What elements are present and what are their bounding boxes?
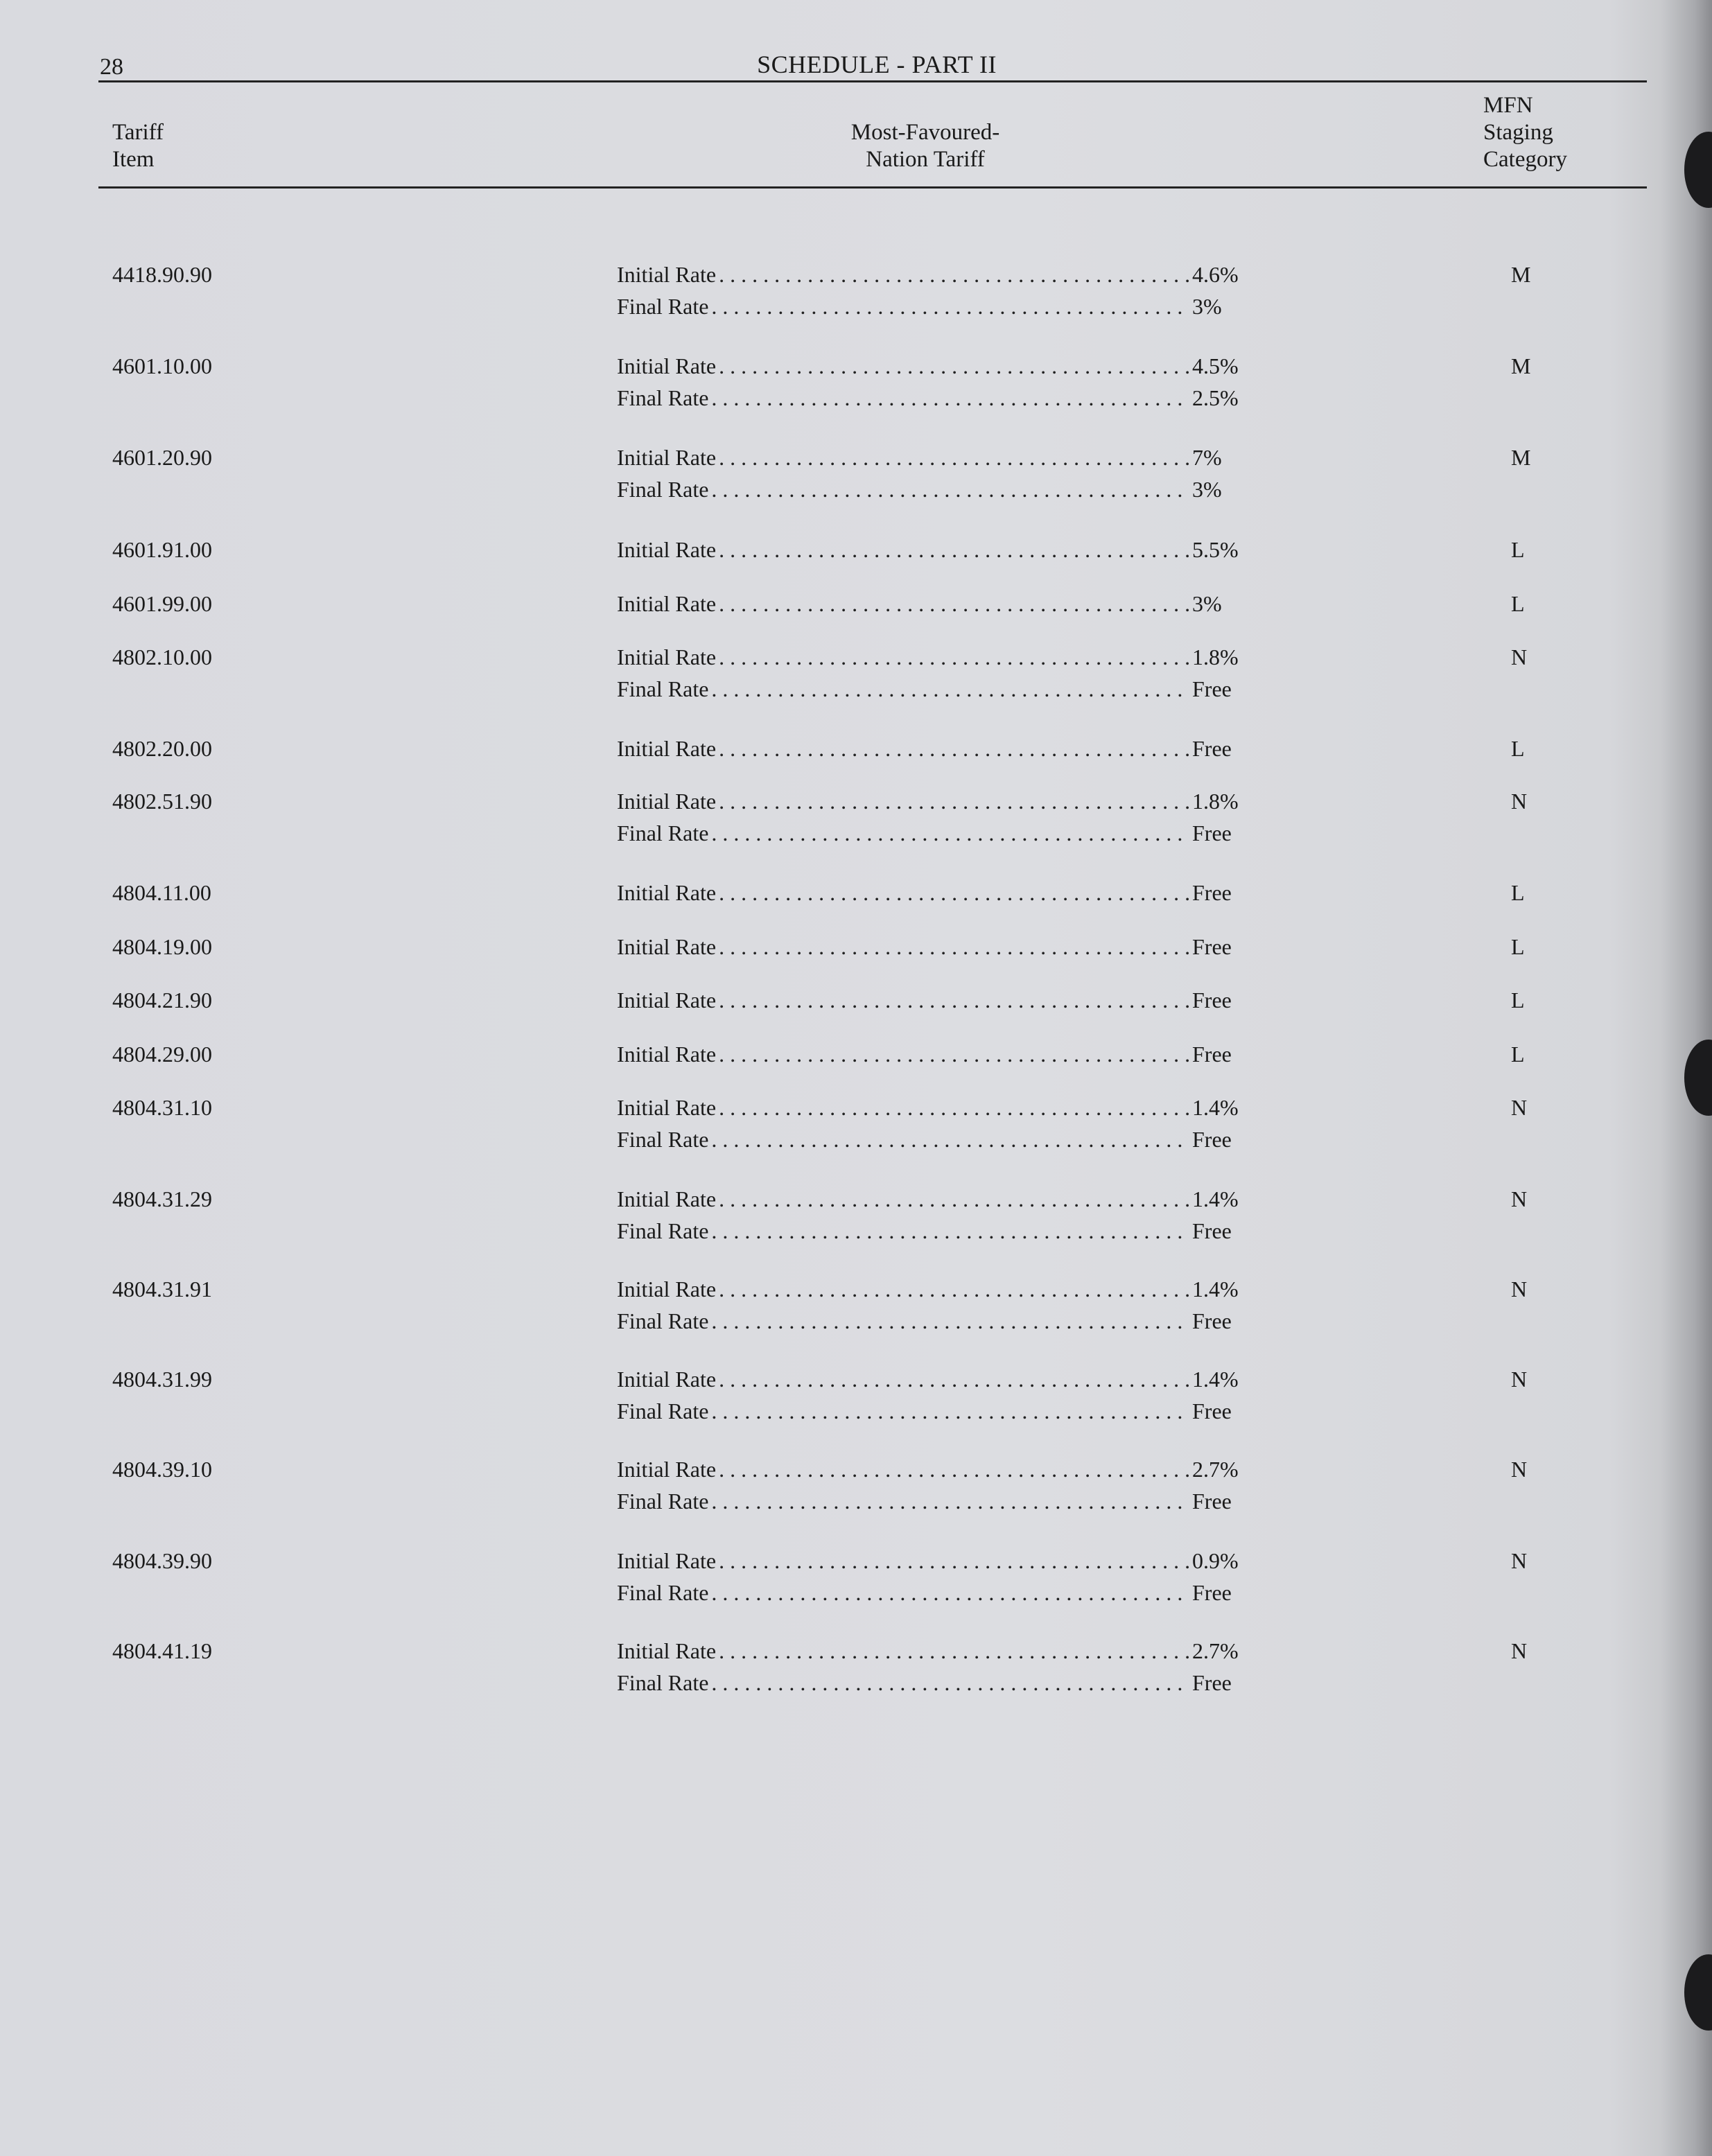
rate-value: 2.5%: [1192, 385, 1239, 410]
initial-rate-line: [617, 534, 1241, 566]
dot-leader: [711, 673, 1189, 705]
dot-leader: [719, 1453, 1189, 1485]
initial-rate-line: [617, 733, 1241, 764]
rate-label: Final Rate: [617, 676, 709, 701]
final-rate-line: [617, 473, 1241, 505]
dot-leader: [719, 1545, 1189, 1577]
staging-category: M: [1511, 353, 1531, 378]
rate-value: 2.7%: [1192, 1638, 1239, 1663]
staging-category: L: [1511, 934, 1525, 959]
tariff-item-code: 4804.31.91: [112, 1277, 212, 1302]
binder-hole: [1684, 1040, 1712, 1116]
dot-leader: [711, 1395, 1189, 1427]
dot-leader: [711, 382, 1189, 414]
rate-label: Initial Rate: [617, 1548, 717, 1573]
rate-label: Initial Rate: [617, 1457, 717, 1482]
dot-leader: [711, 473, 1189, 505]
rate-label: Final Rate: [617, 385, 709, 410]
dot-leader: [711, 290, 1189, 322]
tariff-item-code: 4804.31.10: [112, 1095, 212, 1120]
rate-value: 1.8%: [1192, 789, 1239, 814]
staging-category: L: [1511, 880, 1525, 905]
rate-label: Initial Rate: [617, 262, 717, 287]
final-rate-line: [617, 290, 1241, 322]
rate-value: Free: [1192, 676, 1232, 701]
staging-category: M: [1511, 262, 1531, 287]
rate-value: Free: [1192, 988, 1232, 1013]
tariff-item-code: 4804.19.00: [112, 934, 212, 959]
dot-leader: [719, 1635, 1189, 1667]
initial-rate-line: [617, 785, 1241, 817]
rate-value: Free: [1192, 1308, 1232, 1333]
initial-rate-line: [617, 1453, 1241, 1485]
initial-rate-line: [617, 350, 1241, 382]
rate-value: 0.9%: [1192, 1548, 1239, 1573]
tariff-item-code: 4418.90.90: [112, 262, 212, 287]
tariff-item-code: 4804.41.19: [112, 1638, 212, 1663]
rate-label: Initial Rate: [617, 645, 717, 669]
rate-value: 4.5%: [1192, 353, 1239, 378]
initial-rate-line: [617, 1038, 1241, 1070]
staging-category: N: [1511, 1548, 1528, 1573]
header-rule-top: [98, 80, 1647, 82]
dot-leader: [719, 877, 1189, 909]
rate-label: Initial Rate: [617, 1042, 717, 1067]
staging-category: N: [1511, 1095, 1528, 1120]
dot-leader: [719, 1273, 1189, 1305]
rate-value: 3%: [1192, 591, 1222, 616]
rate-value: Free: [1192, 1489, 1232, 1514]
initial-rate-line: [617, 1363, 1241, 1395]
rate-value: Free: [1192, 821, 1232, 845]
rate-value: 4.6%: [1192, 262, 1239, 287]
dot-leader: [719, 1363, 1189, 1395]
rate-label: Initial Rate: [617, 736, 717, 761]
final-rate-line: [617, 382, 1241, 414]
rate-value: 1.4%: [1192, 1367, 1239, 1392]
staging-category: L: [1511, 1042, 1525, 1067]
dot-leader: [711, 1215, 1189, 1247]
dot-leader: [711, 1123, 1189, 1155]
tariff-item-code: 4601.20.90: [112, 445, 212, 470]
staging-category: L: [1511, 988, 1525, 1013]
dot-leader: [719, 1183, 1189, 1215]
final-rate-line: [617, 1395, 1241, 1427]
initial-rate-line: [617, 931, 1241, 963]
binder-hole: [1684, 132, 1712, 208]
tariff-item-code: 4804.31.99: [112, 1367, 212, 1392]
header-rule-bottom: [98, 186, 1647, 189]
final-rate-line: [617, 1667, 1241, 1699]
tariff-item-code: 4804.21.90: [112, 988, 212, 1013]
tariff-item-code: 4802.10.00: [112, 645, 212, 669]
final-rate-line: [617, 1485, 1241, 1517]
dot-leader: [719, 258, 1189, 290]
rate-value: 3%: [1192, 294, 1222, 319]
initial-rate-line: [617, 588, 1241, 620]
dot-leader: [711, 1305, 1189, 1337]
staging-category: L: [1511, 736, 1525, 761]
rate-label: Initial Rate: [617, 537, 717, 562]
tariff-item-code: 4804.11.00: [112, 880, 211, 905]
staging-category: L: [1511, 591, 1525, 616]
rate-label: Final Rate: [617, 1670, 709, 1695]
staging-category: L: [1511, 537, 1525, 562]
rate-label: Initial Rate: [617, 1095, 717, 1120]
rate-label: Initial Rate: [617, 1367, 717, 1392]
final-rate-line: [617, 817, 1241, 849]
dot-leader: [719, 984, 1189, 1016]
rate-value: Free: [1192, 1218, 1232, 1243]
rate-label: Initial Rate: [617, 1277, 717, 1302]
staging-category: N: [1511, 1638, 1528, 1663]
rate-label: Initial Rate: [617, 1186, 717, 1211]
rate-label: Final Rate: [617, 1127, 709, 1152]
staging-category: N: [1511, 1277, 1528, 1302]
tariff-item-code: 4601.99.00: [112, 591, 212, 616]
dot-leader: [719, 733, 1189, 764]
initial-rate-line: [617, 441, 1241, 473]
column-header-mfn-tariff: Most-Favoured- Nation Tariff: [850, 120, 1000, 172]
column-header-staging-category: MFN Staging Category: [1483, 93, 1567, 172]
rate-value: 1.4%: [1192, 1277, 1239, 1302]
dot-leader: [711, 1577, 1189, 1609]
staging-category: M: [1511, 445, 1531, 470]
initial-rate-line: [617, 877, 1241, 909]
rate-label: Initial Rate: [617, 934, 717, 959]
rate-label: Final Rate: [617, 1580, 709, 1605]
rate-label: Initial Rate: [617, 789, 717, 814]
initial-rate-line: [617, 1635, 1241, 1667]
dot-leader: [719, 588, 1189, 620]
final-rate-line: [617, 1305, 1241, 1337]
rate-value: 1.8%: [1192, 645, 1239, 669]
page-title: SCHEDULE - PART II: [757, 51, 997, 78]
dot-leader: [719, 534, 1189, 566]
rate-value: 1.4%: [1192, 1186, 1239, 1211]
staging-category: N: [1511, 645, 1528, 669]
rate-label: Final Rate: [617, 1489, 709, 1514]
initial-rate-line: [617, 1273, 1241, 1305]
rate-value: Free: [1192, 1042, 1232, 1067]
initial-rate-line: [617, 258, 1241, 290]
rate-value: Free: [1192, 1127, 1232, 1152]
dot-leader: [719, 641, 1189, 673]
tariff-item-code: 4804.39.90: [112, 1548, 212, 1573]
initial-rate-line: [617, 1183, 1241, 1215]
tariff-item-code: 4804.31.29: [112, 1186, 212, 1211]
rate-label: Initial Rate: [617, 353, 717, 378]
tariff-item-code: 4804.29.00: [112, 1042, 212, 1067]
rate-value: Free: [1192, 1399, 1232, 1423]
rate-label: Final Rate: [617, 821, 709, 845]
staging-category: N: [1511, 789, 1528, 814]
staging-category: N: [1511, 1457, 1528, 1482]
dot-leader: [719, 1038, 1189, 1070]
rate-label: Final Rate: [617, 1218, 709, 1243]
initial-rate-line: [617, 1092, 1241, 1123]
rate-label: Initial Rate: [617, 880, 717, 905]
dot-leader: [719, 785, 1189, 817]
initial-rate-line: [617, 1545, 1241, 1577]
rate-value: Free: [1192, 736, 1232, 761]
column-header-tariff-item: Tariff Item: [112, 120, 164, 172]
tariff-item-code: 4802.20.00: [112, 736, 212, 761]
page-number: 28: [100, 54, 123, 80]
final-rate-line: [617, 1577, 1241, 1609]
staging-category: N: [1511, 1186, 1528, 1211]
dot-leader: [711, 817, 1189, 849]
rate-label: Final Rate: [617, 1399, 709, 1423]
rate-value: Free: [1192, 880, 1232, 905]
dot-leader: [719, 1092, 1189, 1123]
dot-leader: [719, 350, 1189, 382]
tariff-item-code: 4804.39.10: [112, 1457, 212, 1482]
tariff-item-code: 4601.91.00: [112, 537, 212, 562]
rate-value: Free: [1192, 1580, 1232, 1605]
rate-label: Final Rate: [617, 294, 709, 319]
rate-label: Initial Rate: [617, 988, 717, 1013]
rate-value: Free: [1192, 934, 1232, 959]
final-rate-line: [617, 673, 1241, 705]
dot-leader: [719, 441, 1189, 473]
rate-value: Free: [1192, 1670, 1232, 1695]
initial-rate-line: [617, 984, 1241, 1016]
dot-leader: [711, 1667, 1189, 1699]
dot-leader: [711, 1485, 1189, 1517]
rate-value: 3%: [1192, 477, 1222, 502]
final-rate-line: [617, 1215, 1241, 1247]
rate-label: Final Rate: [617, 477, 709, 502]
rate-value: 5.5%: [1192, 537, 1239, 562]
tariff-item-code: 4601.10.00: [112, 353, 212, 378]
rate-label: Initial Rate: [617, 1638, 717, 1663]
binder-hole: [1684, 1954, 1712, 2031]
rate-value: 2.7%: [1192, 1457, 1239, 1482]
initial-rate-line: [617, 641, 1241, 673]
tariff-item-code: 4802.51.90: [112, 789, 212, 814]
staging-category: N: [1511, 1367, 1528, 1392]
final-rate-line: [617, 1123, 1241, 1155]
rate-value: 7%: [1192, 445, 1222, 470]
rate-label: Initial Rate: [617, 445, 717, 470]
rate-value: 1.4%: [1192, 1095, 1239, 1120]
rate-label: Final Rate: [617, 1308, 709, 1333]
rate-label: Initial Rate: [617, 591, 717, 616]
dot-leader: [719, 931, 1189, 963]
